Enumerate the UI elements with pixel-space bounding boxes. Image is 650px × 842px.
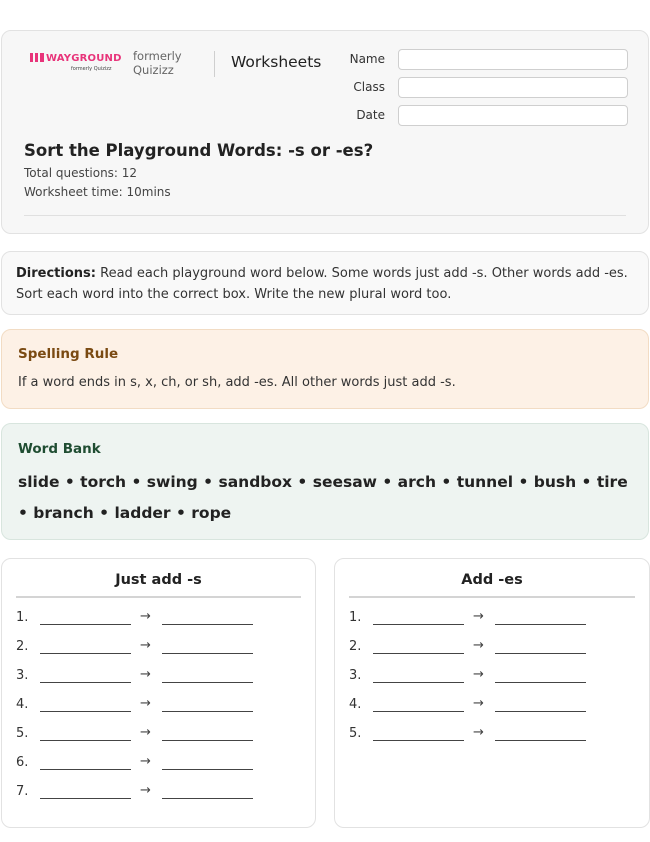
arrow-icon: → — [473, 725, 484, 740]
base-word-blank[interactable] — [40, 624, 131, 625]
brand-logo-text: WAYGROUND — [46, 53, 122, 64]
arrow-icon: → — [140, 783, 151, 798]
base-word-blank[interactable] — [40, 769, 131, 770]
plural-word-blank[interactable] — [495, 711, 586, 712]
class-field[interactable] — [398, 77, 628, 98]
arrow-icon: → — [473, 638, 484, 653]
answer-row — [16, 667, 276, 687]
directions-body: Read each playground word below. Some words just add -s. Other words add -es. Sort each word into the correct box. Write the new plural word too. — [16, 266, 628, 302]
sort-box-title: Add -es — [349, 572, 635, 598]
plural-word-blank[interactable] — [162, 653, 253, 654]
word-bank-title: Word Bank — [18, 441, 101, 457]
row-number: 7. — [16, 784, 29, 799]
row-number: 5. — [16, 726, 29, 741]
row-number: 1. — [16, 610, 29, 625]
worksheets-label: Worksheets — [231, 53, 322, 71]
sort-box-title: Just add -s — [16, 572, 301, 598]
plural-word-blank[interactable] — [162, 682, 253, 683]
row-number: 5. — [349, 726, 362, 741]
answer-row — [16, 783, 276, 803]
row-number: 6. — [16, 755, 29, 770]
date-field[interactable] — [398, 105, 628, 126]
answer-row — [349, 696, 609, 716]
sort-box-add-es — [334, 558, 650, 828]
base-word-blank[interactable] — [373, 624, 464, 625]
directions-box — [1, 251, 649, 315]
plural-word-blank[interactable] — [162, 769, 253, 770]
row-number: 4. — [349, 697, 362, 712]
answer-row — [16, 609, 276, 629]
answer-row — [16, 638, 276, 658]
spelling-rule-box — [1, 329, 649, 409]
base-word-blank[interactable] — [373, 653, 464, 654]
word-bank-box — [1, 423, 649, 540]
header-divider — [24, 215, 626, 216]
directions-label: Directions: — [16, 266, 96, 281]
arrow-icon: → — [140, 696, 151, 711]
answer-row — [349, 725, 609, 745]
row-number: 3. — [16, 668, 29, 683]
worksheet-title: Sort the Playground Words: -s or -es? — [24, 141, 374, 160]
plural-word-blank[interactable] — [495, 653, 586, 654]
base-word-blank[interactable] — [373, 711, 464, 712]
base-word-blank[interactable] — [373, 740, 464, 741]
base-word-blank[interactable] — [40, 798, 131, 799]
answer-row — [16, 725, 276, 745]
base-word-blank[interactable] — [40, 711, 131, 712]
word-bank-words: slide • torch • swing • sandbox • seesaw • arch • tunnel • bush • tire • branch • ladder • rope — [18, 473, 628, 522]
wayground-logo-icon — [30, 53, 44, 62]
spelling-rule-title: Spelling Rule — [18, 346, 119, 362]
name-label: Name — [349, 52, 385, 66]
total-questions: Total questions: 12 — [24, 166, 138, 180]
worksheet-header — [1, 30, 649, 234]
directions-text — [16, 263, 632, 305]
name-field[interactable] — [398, 49, 628, 70]
arrow-icon: → — [140, 638, 151, 653]
base-word-blank[interactable] — [40, 740, 131, 741]
arrow-icon: → — [140, 667, 151, 682]
row-number: 3. — [349, 668, 362, 683]
plural-word-blank[interactable] — [495, 740, 586, 741]
plural-word-blank[interactable] — [162, 711, 253, 712]
brand-divider — [214, 51, 215, 77]
row-number: 2. — [16, 639, 29, 654]
arrow-icon: → — [473, 667, 484, 682]
plural-word-blank[interactable] — [495, 682, 586, 683]
class-label: Class — [353, 80, 385, 94]
plural-word-blank[interactable] — [162, 624, 253, 625]
answer-row — [349, 667, 609, 687]
worksheet-time: Worksheet time: 10mins — [24, 185, 171, 199]
row-number: 1. — [349, 610, 362, 625]
base-word-blank[interactable] — [40, 682, 131, 683]
plural-word-blank[interactable] — [162, 740, 253, 741]
brand-logo — [30, 53, 122, 72]
plural-word-blank[interactable] — [495, 624, 586, 625]
row-number: 2. — [349, 639, 362, 654]
sort-box-just-add-s — [1, 558, 316, 828]
arrow-icon: → — [140, 725, 151, 740]
base-word-blank[interactable] — [40, 653, 131, 654]
brand-logo-subtitle: formerly Quizizz — [71, 66, 112, 72]
arrow-icon: → — [140, 754, 151, 769]
spelling-rule-text: If a word ends in s, x, ch, or sh, add -es. All other words just add -s. — [18, 375, 456, 390]
answer-row — [349, 609, 609, 629]
plural-word-blank[interactable] — [162, 798, 253, 799]
arrow-icon: → — [140, 609, 151, 624]
arrow-icon: → — [473, 609, 484, 624]
row-number: 4. — [16, 697, 29, 712]
date-label: Date — [356, 108, 385, 122]
answer-row — [16, 696, 276, 716]
base-word-blank[interactable] — [373, 682, 464, 683]
answer-row — [16, 754, 276, 774]
brand-formerly-text: formerly Quizizz — [133, 49, 182, 77]
answer-row — [349, 638, 609, 658]
arrow-icon: → — [473, 696, 484, 711]
